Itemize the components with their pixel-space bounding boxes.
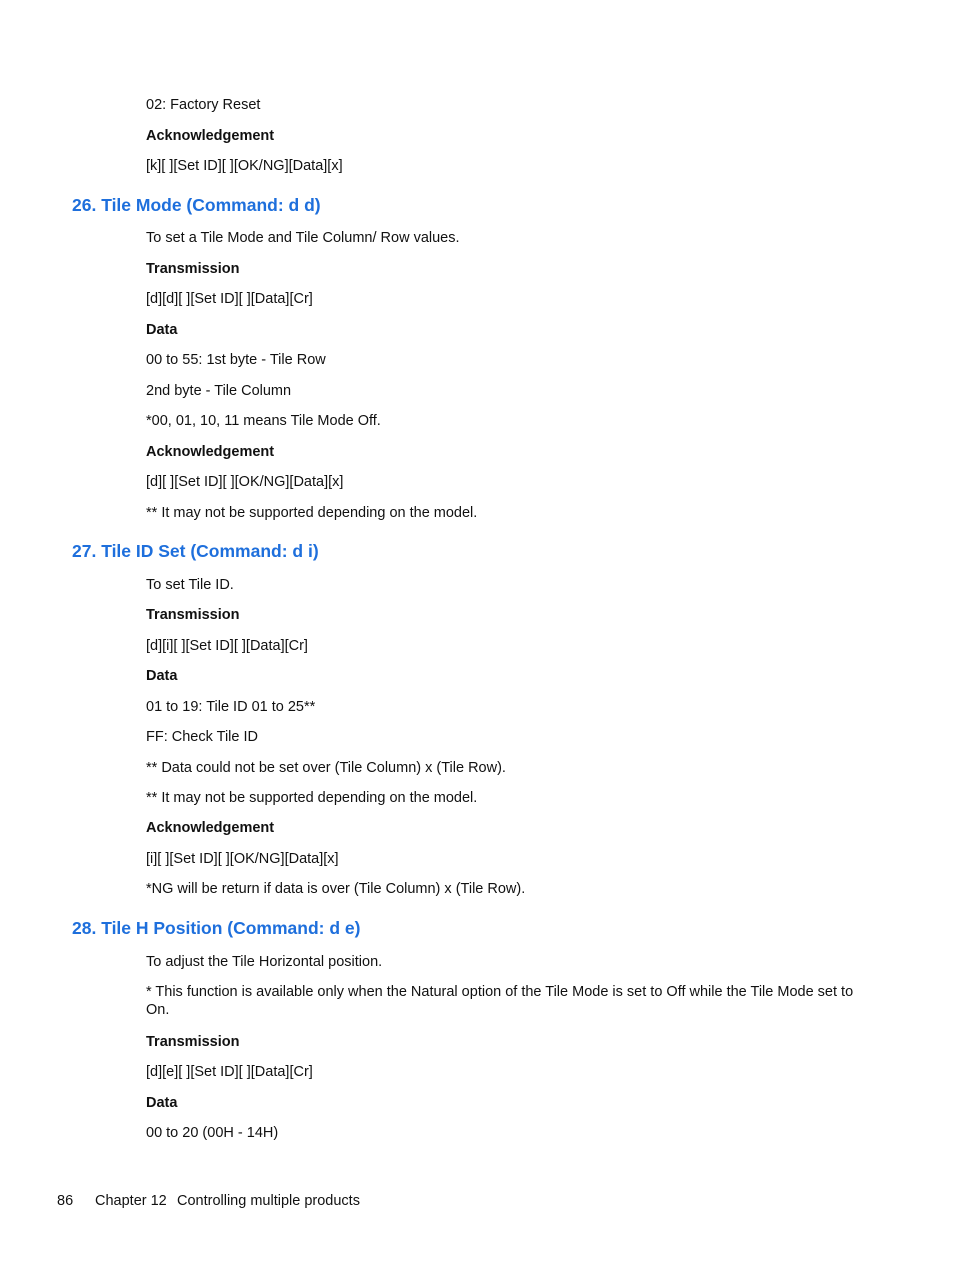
section-27-note-2: ** It may not be supported depending on the model. <box>146 790 478 806</box>
section-28-note: * This function is available only when the Natural option of the Tile Mode is set to Off while the Tile Mode set to On. <box>146 984 854 1018</box>
section-28-description: To adjust the Tile Horizontal position. <box>146 954 383 970</box>
section-28-transmission-label: Transmission <box>146 1034 240 1050</box>
section-27-ack-label: Acknowledgement <box>146 820 275 836</box>
intro-ack-label: Acknowledgement <box>146 128 275 144</box>
section-27-data-line-2: FF: Check Tile ID <box>146 729 258 745</box>
section-26-data-line-2: 2nd byte - Tile Column <box>146 383 292 399</box>
section-28-transmission-format: [d][e][ ][Set ID][ ][Data][Cr] <box>146 1064 313 1080</box>
section-28-heading: 28. Tile H Position (Command: d e) <box>72 918 361 938</box>
section-27-heading: 27. Tile ID Set (Command: d i) <box>72 541 319 561</box>
section-27-ack-format: [i][ ][Set ID][ ][OK/NG][Data][x] <box>146 851 339 867</box>
section-26-data-line-1: 00 to 55: 1st byte - Tile Row <box>146 352 326 368</box>
section-28-data-line-1: 00 to 20 (00H - 14H) <box>146 1125 279 1141</box>
section-26-ack-format: [d][ ][Set ID][ ][OK/NG][Data][x] <box>146 474 344 490</box>
section-27-transmission-format: [d][i][ ][Set ID][ ][Data][Cr] <box>146 638 308 654</box>
page-number: 86 <box>57 1193 74 1209</box>
section-26-ack-label: Acknowledgement <box>146 444 275 460</box>
footer-chapter-title: Controlling multiple products <box>177 1193 360 1209</box>
section-27-description: To set Tile ID. <box>146 577 234 593</box>
section-27-data-line-1: 01 to 19: Tile ID 01 to 25** <box>146 699 316 715</box>
section-26-description: To set a Tile Mode and Tile Column/ Row values. <box>146 230 460 246</box>
section-26-transmission-format: [d][d][ ][Set ID][ ][Data][Cr] <box>146 291 313 307</box>
section-26-heading: 26. Tile Mode (Command: d d) <box>72 195 321 215</box>
section-28-data-label: Data <box>146 1095 178 1111</box>
footer-chapter: Chapter 12 <box>95 1193 167 1209</box>
section-26-data-line-3: *00, 01, 10, 11 means Tile Mode Off. <box>146 413 381 429</box>
section-27-ack-note: *NG will be return if data is over (Tile Column) x (Tile Row). <box>146 881 526 897</box>
intro-ack-format: [k][ ][Set ID][ ][OK/NG][Data][x] <box>146 158 343 174</box>
factory-reset-text: 02: Factory Reset <box>146 97 261 113</box>
section-27-transmission-label: Transmission <box>146 607 240 623</box>
section-26-data-label: Data <box>146 322 178 338</box>
section-26-note: ** It may not be supported depending on the model. <box>146 505 478 521</box>
section-26-transmission-label: Transmission <box>146 261 240 277</box>
section-27-note-1: ** Data could not be set over (Tile Column) x (Tile Row). <box>146 760 506 776</box>
section-27-data-label: Data <box>146 668 178 684</box>
